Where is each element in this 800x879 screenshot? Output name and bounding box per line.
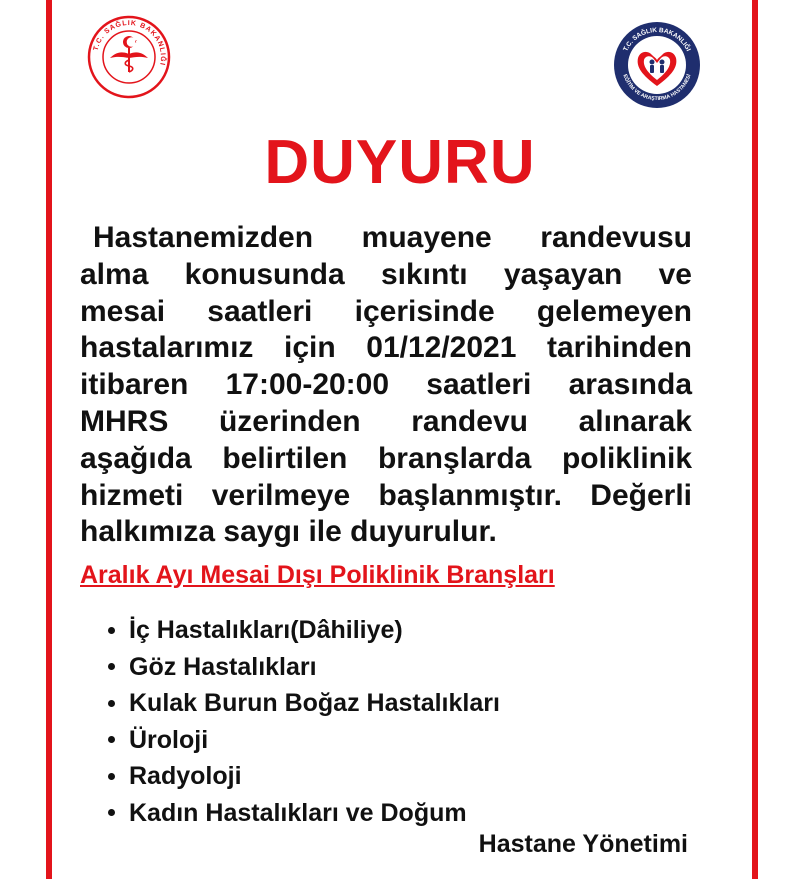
- announcement-body: [80, 220, 692, 551]
- page-title: DUYURU: [264, 128, 536, 197]
- left-seal-ring-text: T.C. SAĞLIK BAKANLIĞI: [92, 19, 167, 67]
- list-item: [108, 649, 500, 686]
- bullet-icon: [108, 809, 115, 816]
- body-line: MHRS üzerinden randevu alınarak: [80, 404, 692, 438]
- body-line: halkımıza saygı ile duyurulur.: [80, 515, 497, 549]
- branch-name: Radyoloji: [129, 762, 242, 790]
- list-item: [108, 612, 500, 649]
- list-item: [108, 685, 500, 722]
- body-line: hastalarımız için 01/12/2021 tarihinden: [80, 331, 692, 365]
- body-line: hizmeti verilmeye başlanmıştır. Değerli: [80, 478, 692, 512]
- body-line: Hastanemizden muayene randevusu: [93, 221, 692, 254]
- list-item: [108, 795, 500, 832]
- branches-list: [108, 612, 500, 831]
- body-line: aşağıda belirtilen branşlarda poliklinik: [80, 441, 692, 475]
- branches-subheading: Aralık Ayı Mesai Dışı Poliklinik Branşları: [80, 561, 555, 589]
- bullet-icon: [108, 627, 115, 634]
- right-seal-top-text: T.C. SAĞLIK BAKANLIĞI: [622, 26, 692, 53]
- bullet-icon: [108, 773, 115, 780]
- branch-name: Göz Hastalıkları: [129, 652, 317, 681]
- branch-name: Kadın Hastalıkları ve Doğum: [129, 798, 467, 827]
- body-line: itibaren 17:00-20:00 saatleri arasında: [80, 368, 692, 402]
- branch-name: Üroloji: [129, 725, 209, 754]
- bullet-icon: [108, 736, 115, 743]
- bullet-icon: [108, 700, 115, 707]
- bullet-icon: [108, 663, 115, 670]
- hospital-seal-icon: [612, 20, 702, 110]
- list-item: [108, 758, 500, 795]
- branch-name: Kulak Burun Boğaz Hastalıkları: [129, 689, 500, 717]
- right-seal-bottom-text: EĞİTİM VE ARAŞTIRMA HASTANESİ: [621, 73, 693, 103]
- signature: Hastane Yönetimi: [478, 830, 688, 858]
- body-line: mesai saatleri içerisinde gelemeyen: [80, 294, 692, 328]
- ministry-of-health-seal-icon: [86, 14, 172, 100]
- list-item: [108, 722, 500, 759]
- body-line: alma konusunda sıkıntı yaşayan ve: [80, 257, 692, 291]
- branch-name: İç Hastalıkları(Dâhiliye): [129, 616, 403, 644]
